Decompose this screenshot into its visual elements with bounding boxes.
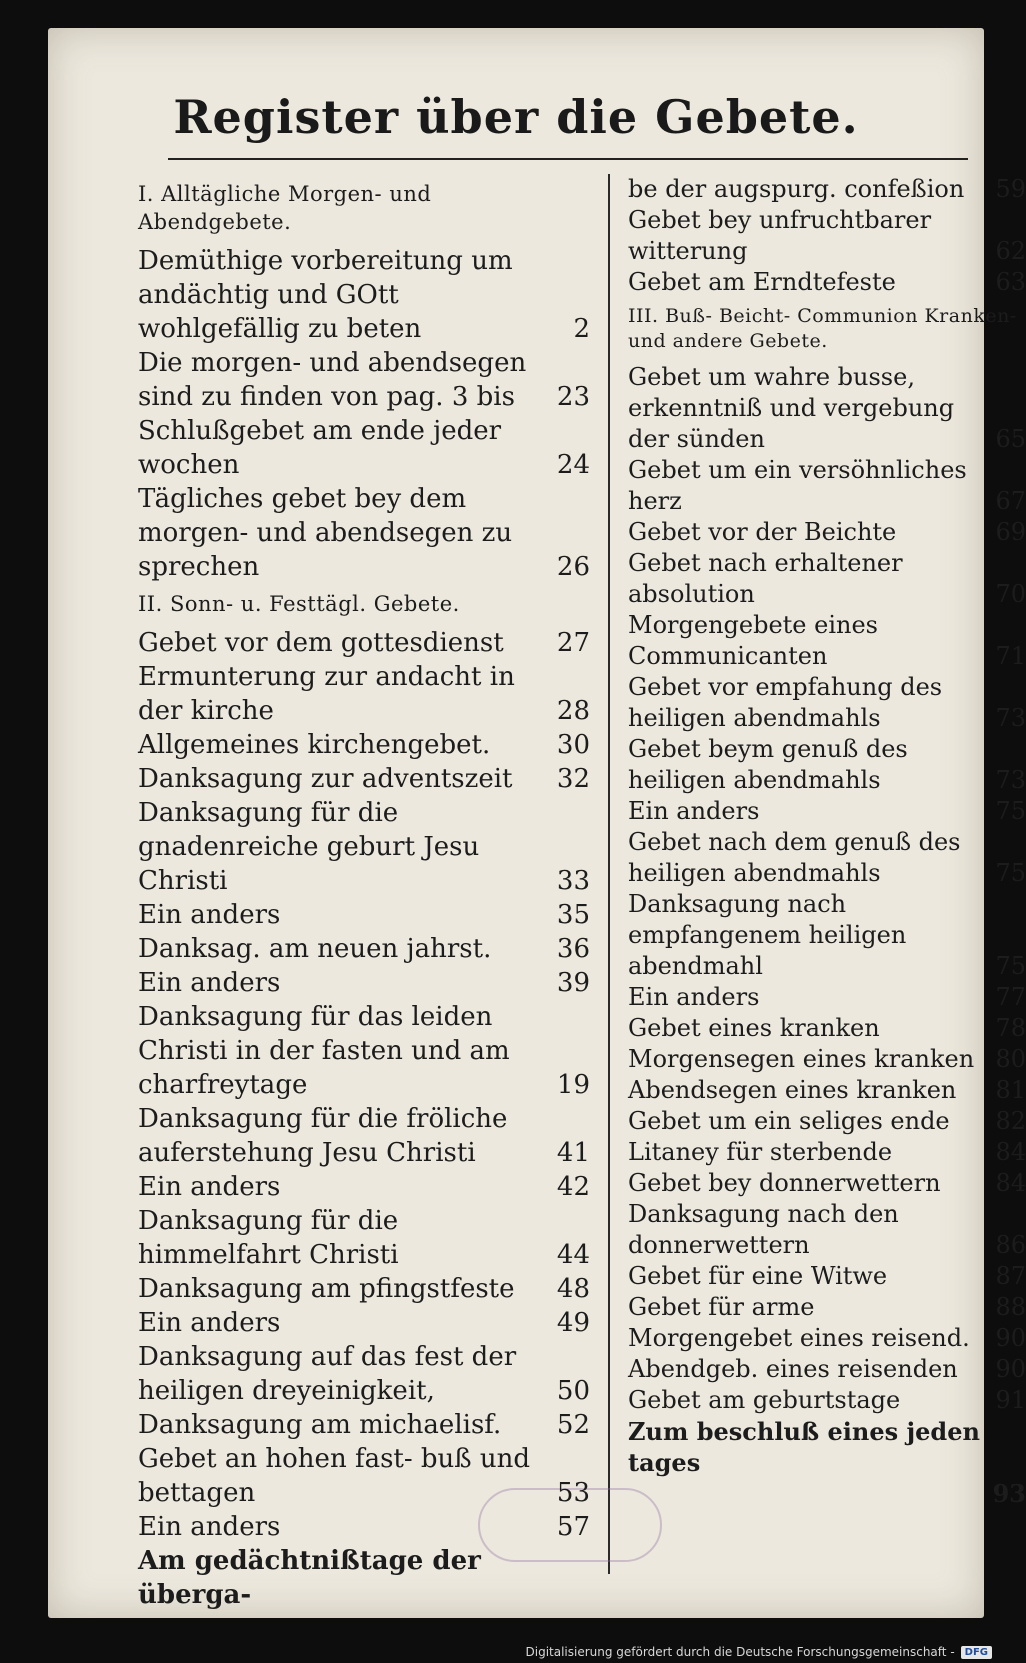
entry-page-number: 82 [995, 1107, 1026, 1135]
entry-title: Ein anders [628, 983, 760, 1011]
continued-entry: Am gedächtnißtage der überga- [138, 1546, 481, 1610]
register-entry [138, 1204, 590, 1272]
entry-title: Litaney für sterbende [628, 1138, 893, 1166]
entry-title: Danksagung auf das fest der heiligen dreyeinigkeit, [138, 1342, 517, 1406]
entry-page-number: 42 [556, 1172, 590, 1202]
register-entry [628, 1323, 1026, 1354]
entry-page-number: 70 [995, 580, 1026, 608]
entry-page-number: 27 [556, 628, 590, 658]
entry-title: Gebet für arme [628, 1293, 815, 1321]
register-entry [138, 660, 590, 728]
register-entry [138, 1306, 590, 1340]
entry-title: Gebet bey unfruchtbarer witterung [628, 206, 932, 265]
digitization-credit [526, 1645, 993, 1659]
register-entry [628, 267, 1026, 298]
entry-page-number: 52 [556, 1410, 590, 1440]
register-entry [138, 932, 590, 966]
entry-page-number: 41 [556, 1138, 590, 1168]
right-column [628, 174, 1026, 1509]
entry-title: Ein anders [138, 968, 281, 998]
entry-title: Gebet an hohen fast- buß und bettagen [138, 1444, 531, 1508]
section-heading-3: III. Buß- Beicht- Communion Kranken- und andere Gebete. [628, 305, 1017, 352]
entry-title: Ermunterung zur andacht in der kirche [138, 662, 515, 726]
register-entry [628, 1292, 1026, 1323]
final-entry-page: 93 [992, 1479, 1026, 1508]
entry-page-number: 63 [995, 268, 1026, 296]
entry-page-number: 86 [995, 1231, 1026, 1259]
entry-page-number: 30 [556, 730, 590, 760]
entry-page-number: 84 [995, 1169, 1026, 1197]
register-entry [138, 796, 590, 898]
entry-page-number: 77 [995, 983, 1026, 1011]
entry-title: Danksag. am neuen jahrst. [138, 934, 492, 964]
entry-page-number: 84 [995, 1138, 1026, 1166]
register-entry [138, 1170, 590, 1204]
section-heading-2: II. Sonn- u. Festtägl. Gebete. [138, 592, 460, 616]
entry-title: Schlußgebet am ende jeder wochen [138, 416, 502, 480]
register-entry [628, 1168, 1026, 1199]
register-entry [628, 1106, 1026, 1137]
entry-page-number: 90 [995, 1324, 1026, 1352]
register-entry [138, 1102, 590, 1170]
entry-title: Demüthige vorbereitung um andächtig und GOtt wohlgefällig zu beten [138, 246, 513, 344]
entry-title: Danksagung für die himmelfahrt Christi [138, 1206, 399, 1270]
entry-title: Ein anders [628, 797, 760, 825]
final-entry: Zum beschluß eines jeden tages [628, 1417, 980, 1477]
register-entry [628, 827, 1026, 889]
entry-page-number: 81 [995, 1076, 1026, 1104]
section-2-list [138, 626, 590, 1544]
entry-page-number: 75 [995, 859, 1026, 887]
entry-title: Danksagung am michaelisf. [138, 1410, 502, 1440]
entry-title: Gebet beym genuß des heiligen abendmahls [628, 735, 908, 794]
entry-page-number: 24 [556, 450, 590, 480]
column-divider [608, 174, 610, 1574]
entry-page-number: 32 [556, 764, 590, 794]
entry-page-number: 48 [556, 1274, 590, 1304]
register-entry [628, 1199, 1026, 1261]
entry-title: Gebet vor der Beichte [628, 518, 897, 546]
dfg-logo: DFG [961, 1646, 992, 1659]
register-entry [628, 1137, 1026, 1168]
entry-page-number: 49 [556, 1308, 590, 1338]
entry-title: Ein anders [138, 1308, 281, 1338]
register-entry [628, 672, 1026, 734]
entry-page-number: 35 [556, 900, 590, 930]
entry-page-number: 80 [995, 1045, 1026, 1073]
entry-page-number: 78 [995, 1014, 1026, 1042]
entry-page-number: 91 [995, 1386, 1026, 1414]
register-entry [628, 1075, 1026, 1106]
entry-title: Gebet vor dem gottesdienst [138, 628, 504, 658]
entry-page-number: 28 [556, 696, 590, 726]
entry-page-number: 57 [556, 1512, 590, 1542]
register-entry [628, 734, 1026, 796]
entry-page-number: 62 [995, 237, 1026, 265]
register-entry [138, 414, 590, 482]
register-entry [628, 362, 1026, 455]
entry-title: Gebet um ein versöhnliches herz [628, 456, 967, 515]
entry-title: Tägliches gebet bey dem morgen- und abendsegen zu sprechen [138, 484, 513, 582]
register-entry [628, 796, 1026, 827]
entry-page-number: 36 [556, 934, 590, 964]
entry-title: Danksagung nach den donnerwettern [628, 1200, 899, 1259]
register-entry [628, 455, 1026, 517]
register-entry [138, 1340, 590, 1408]
entry-page-number: 59 [995, 175, 1026, 203]
register-entry [138, 1272, 590, 1306]
title-rule [168, 158, 968, 160]
entry-title: Gebet für eine Witwe [628, 1262, 888, 1290]
entry-page-number: 90 [995, 1355, 1026, 1383]
register-entry [138, 898, 590, 932]
entry-title: Danksagung am pfingstfeste [138, 1274, 515, 1304]
entry-title: Gebet eines kranken [628, 1014, 880, 1042]
register-entry [628, 1044, 1026, 1075]
entry-page-number: 87 [995, 1262, 1026, 1290]
register-entry [628, 205, 1026, 267]
register-entry [138, 626, 590, 660]
entry-page-number: 73 [995, 704, 1026, 732]
entry-title: Morgensegen eines kranken [628, 1045, 975, 1073]
entry-title: Gebet nach dem genuß des heiligen abendmahls [628, 828, 961, 887]
register-entry [138, 482, 590, 584]
register-entry [628, 1261, 1026, 1292]
register-entry [628, 610, 1026, 672]
entry-page-number: 88 [995, 1293, 1026, 1321]
entry-page-number: 73 [995, 766, 1026, 794]
left-column [138, 174, 590, 1612]
entry-title: Gebet um ein seliges ende [628, 1107, 950, 1135]
entry-page-number: 71 [995, 642, 1026, 670]
entry-title: Abendsegen eines kranken [628, 1076, 957, 1104]
entry-title: Danksagung für das leiden Christi in der fasten und am charfreytage [138, 1002, 510, 1100]
entry-page-number: 33 [556, 866, 590, 896]
entry-title: Gebet am geburtstage [628, 1386, 901, 1414]
entry-title: Morgengebete eines Communicanten [628, 611, 878, 670]
entry-title: be der augspurg. confeßion [628, 175, 965, 203]
entry-title: Gebet bey donnerwettern [628, 1169, 941, 1197]
register-entry [138, 966, 590, 1000]
entry-title: Danksagung für die gnadenreiche geburt Jesu Christi [138, 798, 480, 896]
entry-page-number: 19 [556, 1070, 590, 1100]
entry-page-number: 50 [556, 1376, 590, 1406]
entry-title: Danksagung zur adventszeit [138, 764, 513, 794]
register-entry [628, 517, 1026, 548]
entry-title: Ein anders [138, 900, 281, 930]
entry-title: Ein anders [138, 1172, 281, 1202]
section-1-list [138, 244, 590, 584]
entry-page-number: 75 [995, 952, 1026, 980]
register-entry [628, 1385, 1026, 1416]
register-entry [138, 1510, 590, 1544]
entry-title: Gebet am Erndtefeste [628, 268, 896, 296]
entry-title: Die morgen- und abendsegen sind zu finden von pag. 3 bis [138, 348, 527, 412]
entry-title: Gebet um wahre busse, erkenntniß und vergebung der sünden [628, 363, 955, 453]
entry-page-number: 53 [556, 1478, 590, 1508]
entry-title: Ein anders [138, 1512, 281, 1542]
entry-page-number: 65 [995, 425, 1026, 453]
continued-list [628, 174, 1026, 298]
entry-page-number: 44 [556, 1240, 590, 1270]
register-entry [138, 1000, 590, 1102]
entry-title: Gebet vor empfahung des heiligen abendmahls [628, 673, 943, 732]
register-entry [138, 346, 590, 414]
entry-title: Danksagung nach empfangenem heiligen abendmahl [628, 890, 907, 980]
register-entry [628, 889, 1026, 982]
register-entry [138, 1408, 590, 1442]
register-entry [628, 1354, 1026, 1385]
entry-page-number: 2 [573, 314, 590, 344]
entry-page-number: 39 [556, 968, 590, 998]
register-entry [138, 1442, 590, 1510]
entry-title: Gebet nach erhaltener absolution [628, 549, 903, 608]
section-heading-1: I. Alltägliche Morgen- und Abendgebete. [138, 182, 432, 234]
entry-page-number: 23 [556, 382, 590, 412]
entry-title: Danksagung für die fröliche auferstehung Jesu Christi [138, 1104, 508, 1168]
register-entry [138, 762, 590, 796]
entry-title: Morgengebet eines reisend. [628, 1324, 970, 1352]
register-entry [628, 1013, 1026, 1044]
entry-page-number: 75 [995, 797, 1026, 825]
register-entry [138, 728, 590, 762]
entry-title: Allgemeines kirchengebet. [138, 730, 491, 760]
entry-title: Abendgeb. eines reisenden [628, 1355, 958, 1383]
page-title: Register über die Gebete. [173, 90, 859, 144]
book-page [48, 28, 1026, 1618]
section-3-list [628, 362, 1026, 1416]
entry-page-number: 67 [995, 487, 1026, 515]
register-entry [628, 548, 1026, 610]
entry-page-number: 69 [995, 518, 1026, 546]
credit-text: Digitalisierung gefördert durch die Deutsche Forschungsgemeinschaft - [525, 1645, 955, 1659]
register-entry [628, 982, 1026, 1013]
register-entry [628, 174, 1026, 205]
entry-page-number: 26 [556, 552, 590, 582]
register-entry [138, 244, 590, 346]
